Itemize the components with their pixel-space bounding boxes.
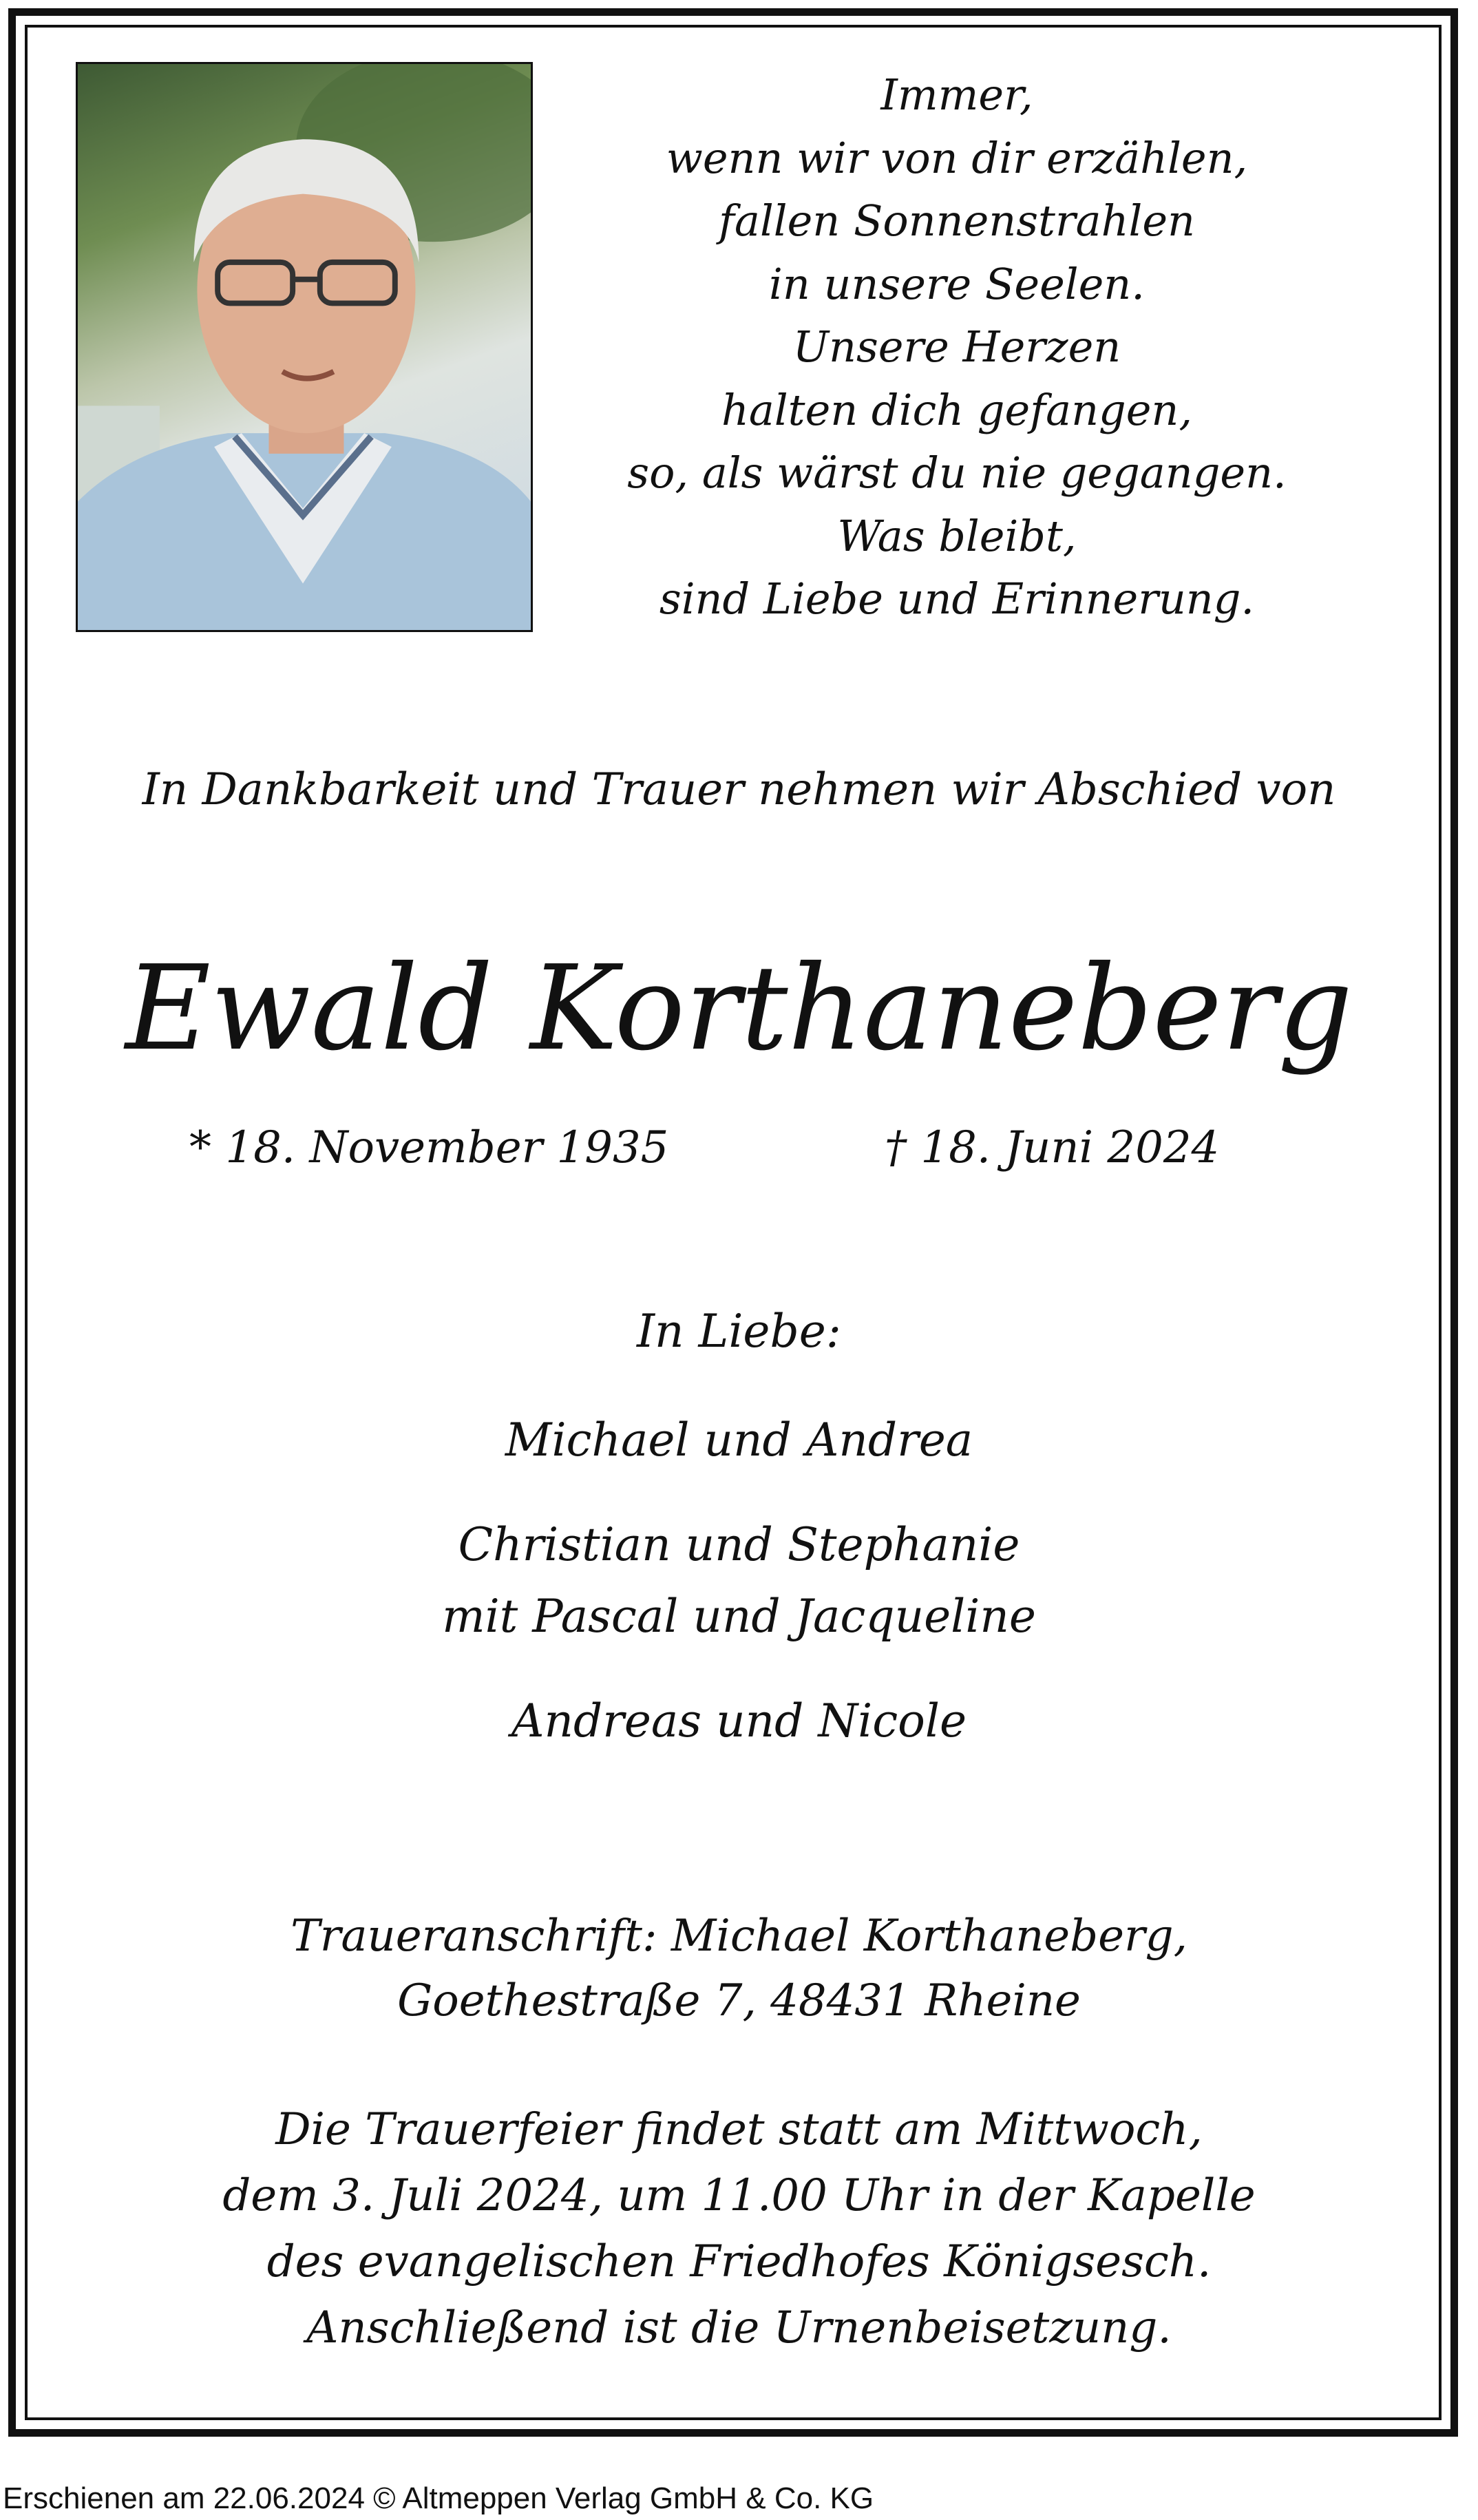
service-line: Die Trauerfeier findet statt am Mittwoch, [275,2104,1203,2155]
poem-line: fallen Sonnenstrahlen [719,196,1195,246]
poem-line: so, als wärst du nie gegangen. [627,448,1287,498]
poem-line: Immer, [880,70,1033,120]
poem-line: wenn wir von dir erzählen, [666,132,1248,183]
publication-footer: Erschienen am 22.06.2024 © Altmeppen Verlag GmbH & Co. KG [3,2481,874,2515]
mourner-line: Christian und Stephanie [458,1518,1020,1571]
poem [578,63,1336,631]
love-heading: In Liebe: [636,1305,842,1358]
mourners-list [41,1405,1437,1790]
mourner-group [41,1686,1437,1757]
mourner-line: Andreas und Nicole [511,1694,967,1747]
mourning-address [41,1904,1437,2033]
deceased-name: Ewald Korthaneberg [125,941,1353,1077]
service-line: des evangelischen Friedhofes Königsesch. [266,2236,1212,2287]
poem-line: Was bleibt, [837,510,1077,561]
death-date: † 18. Juni 2024 [885,1122,1220,1173]
mourner-group [41,1405,1437,1476]
mourner-line: mit Pascal und Jacqueline [442,1590,1036,1643]
service-info [41,2097,1437,2361]
portrait-photo [76,62,533,632]
poem-line: sind Liebe und Erinnerung. [659,574,1255,624]
service-line: dem 3. Juli 2024, um 11.00 Uhr in der Kapelle [222,2170,1256,2221]
mourner-line: Michael und Andrea [505,1414,973,1467]
address-line: Goethestraße 7, 48431 Rheine [397,1975,1081,2026]
address-line: Traueranschrift: Michael Korthaneberg, [291,1911,1187,1962]
intro-text: In Dankbarkeit und Trauer nehmen wir Abschied von [142,764,1336,815]
mourner-group [41,1509,1437,1652]
poem-line: Unsere Herzen [792,322,1121,372]
poem-line: halten dich gefangen, [721,384,1193,435]
service-line: Anschließend ist die Urnenbeisetzung. [306,2302,1172,2353]
poem-line: in unsere Seelen. [769,258,1145,309]
birth-date: * 18. November 1935 [189,1122,669,1173]
